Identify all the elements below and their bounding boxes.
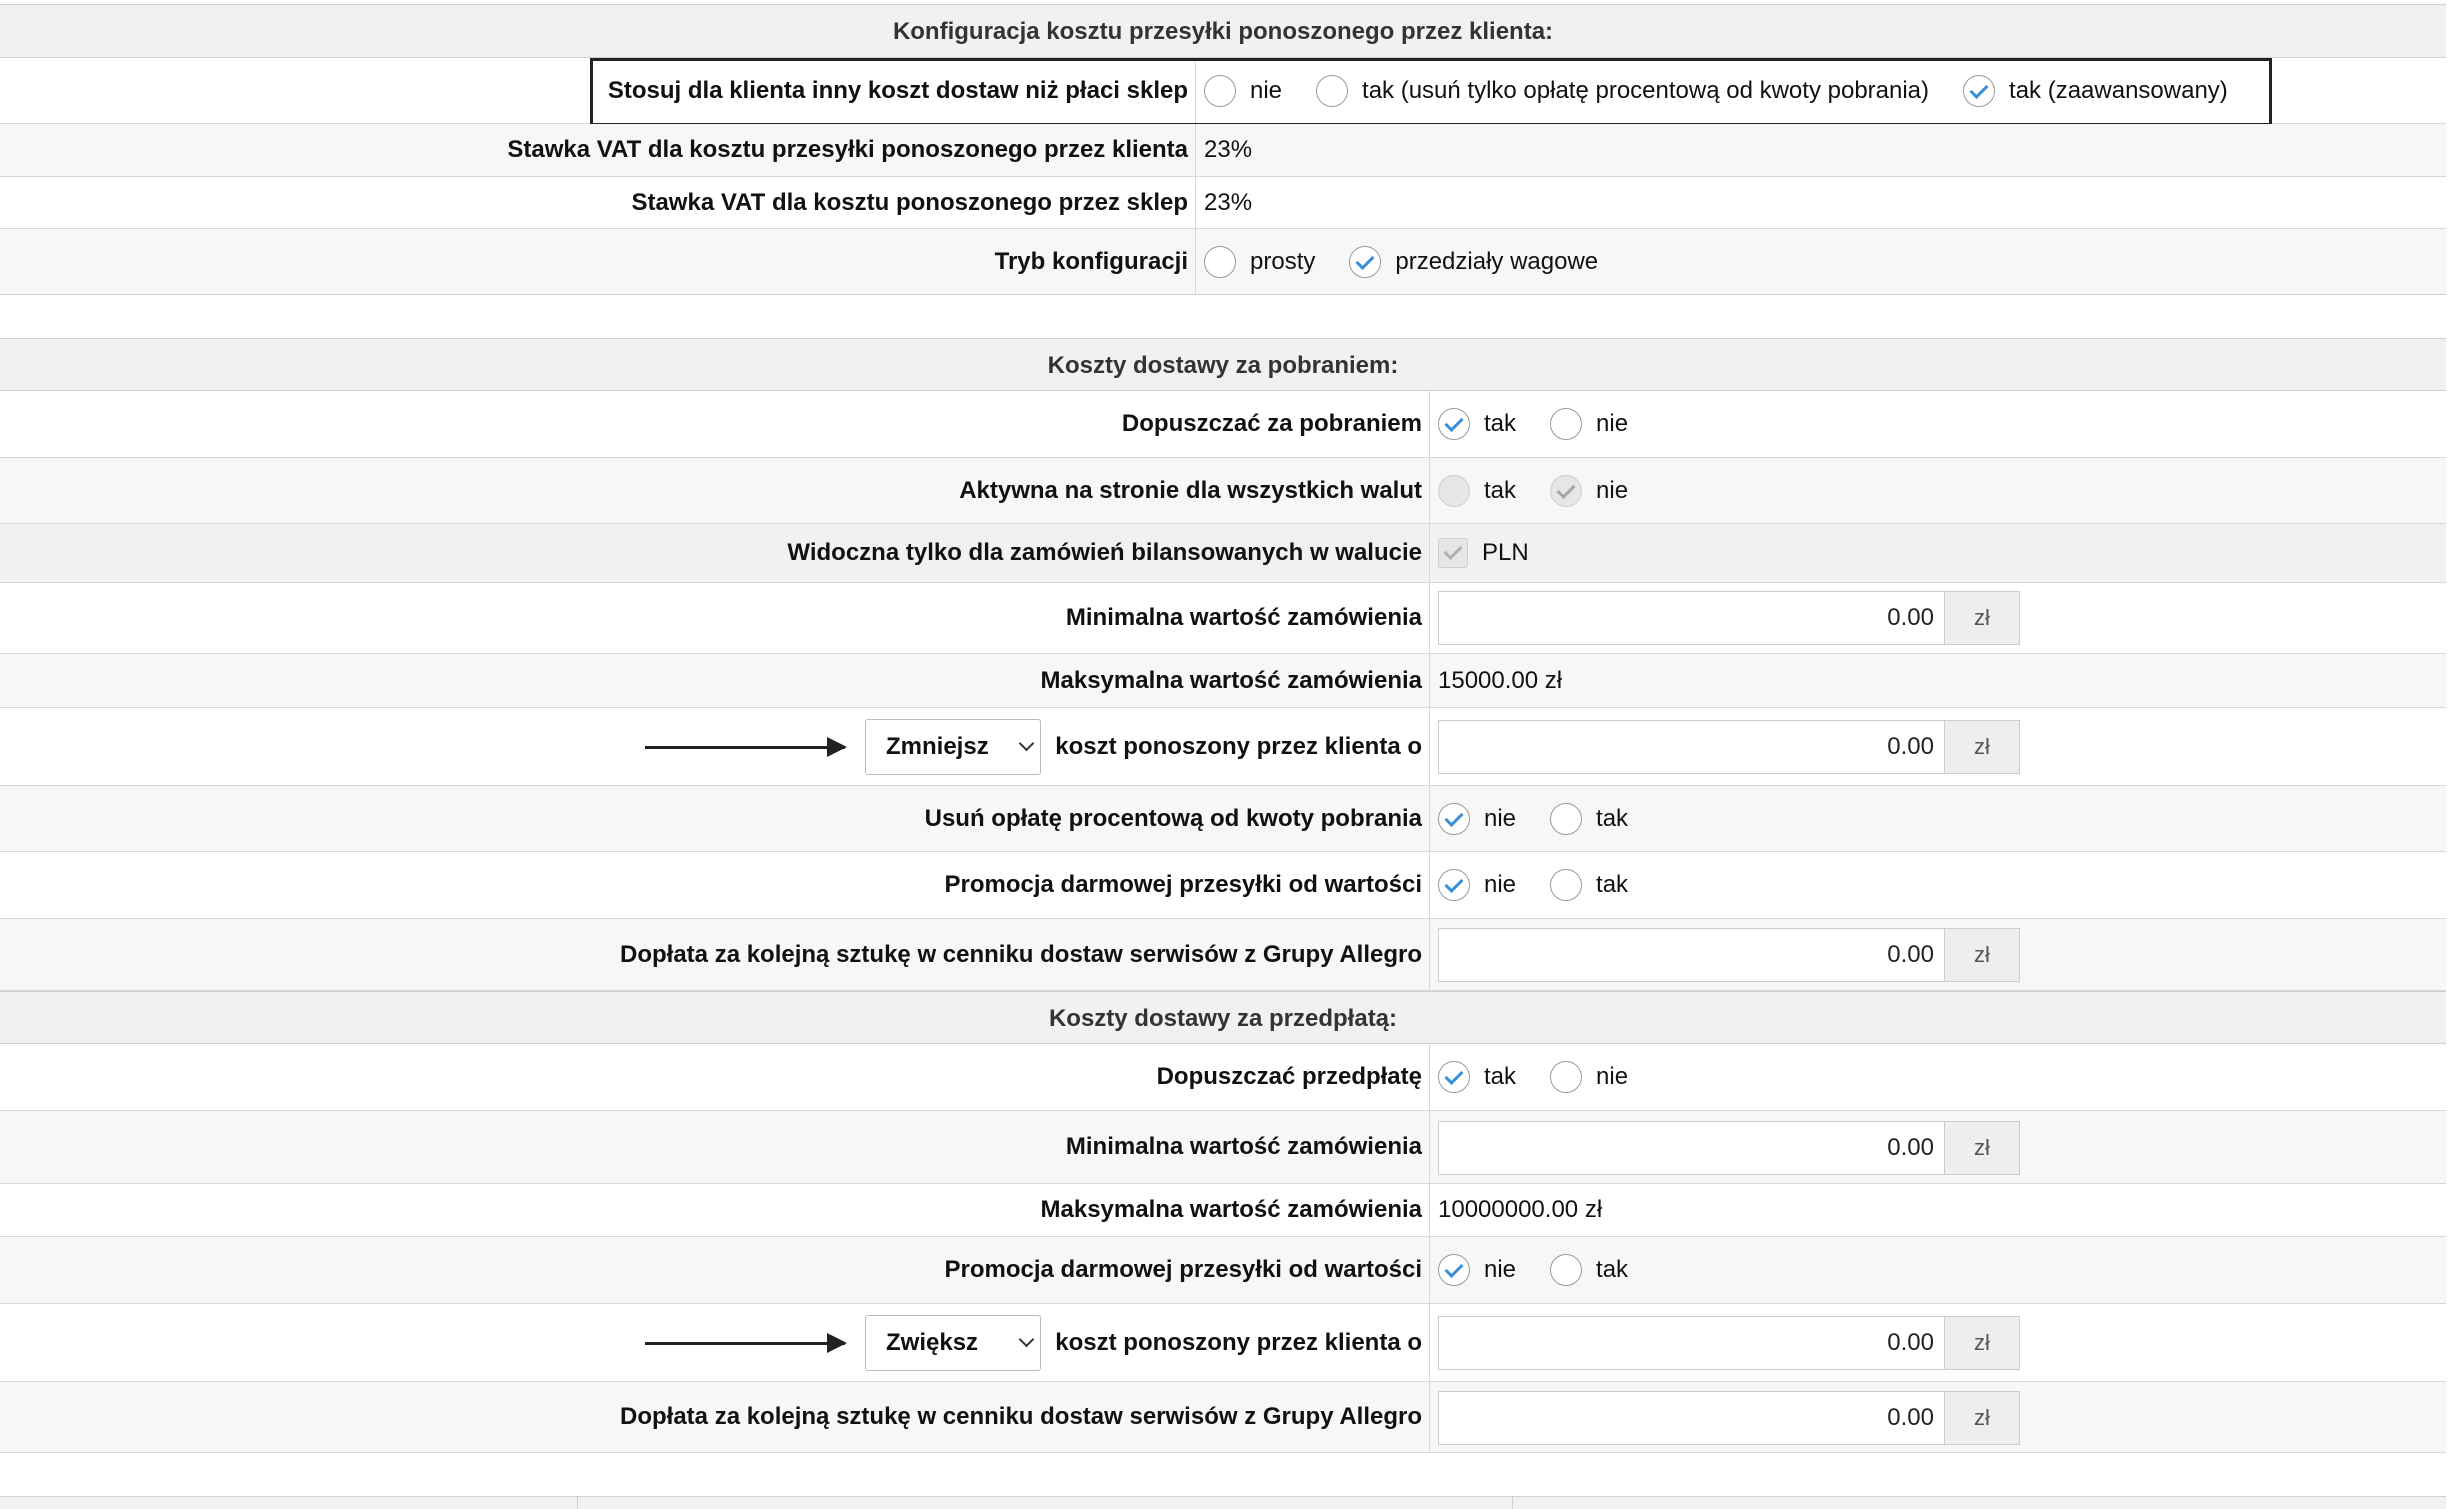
checkmark-icon[interactable]: [1438, 1061, 1470, 1093]
currency-addon: zł: [1944, 1316, 2020, 1370]
checkmark-icon[interactable]: [1438, 408, 1470, 440]
option-label: nie: [1596, 410, 1629, 437]
radio-button[interactable]: [1204, 75, 1236, 107]
row-max-order-prepay: [0, 1184, 2446, 1237]
currency-addon: zł: [1944, 591, 2020, 645]
row-vat-shop: [0, 177, 2446, 229]
extra-item-fee-input[interactable]: [1438, 928, 1944, 982]
radio-button[interactable]: [1550, 408, 1582, 440]
option-tak[interactable]: [1438, 408, 1516, 440]
option-tak[interactable]: [1550, 869, 1628, 901]
option-label: tak (usuń tylko opłatę procentową od kwoty pobrania): [1362, 76, 1930, 104]
value-max-order: 15000.00 zł: [1438, 666, 1563, 694]
radio-group-config-mode: [1204, 229, 1632, 294]
option-label: tak: [1484, 410, 1517, 437]
option-label: nie: [1596, 476, 1629, 504]
arrow-right-icon: [645, 746, 845, 749]
radio-group-active-all-currencies: [1438, 458, 1662, 523]
option-tak[interactable]: [1550, 1254, 1628, 1286]
radio-group-allow-prepay: [1438, 1044, 1662, 1110]
option-nie[interactable]: [1550, 408, 1628, 440]
section-title: Konfiguracja kosztu przesyłki ponoszonego przez klienta:: [892, 18, 1554, 45]
option-tak[interactable]: [1550, 803, 1628, 835]
label-vat-shop: Stawka VAT dla kosztu ponoszonego przez sklep: [631, 188, 1188, 216]
option-tak[interactable]: [1438, 475, 1516, 507]
adjust-cost-input-group: [1438, 720, 2020, 774]
select-value: Zmniejsz: [886, 733, 989, 760]
row-allow-cod: [0, 391, 2446, 458]
option-prosty[interactable]: [1204, 246, 1315, 278]
row-adjust-cost-prepay: [0, 1304, 2446, 1382]
label-visible-only-currency: Widoczna tylko dla zamówień bilansowanych w walucie: [787, 539, 1422, 566]
label-min-order: Minimalna wartość zamówienia: [1065, 604, 1422, 631]
option-label: tak (zaawansowany): [2009, 76, 2228, 104]
option-label: nie: [1484, 804, 1517, 832]
option-label: nie: [1484, 871, 1517, 898]
min-order-input-group: [1438, 1121, 2020, 1175]
radio-button[interactable]: [1438, 475, 1470, 507]
label-extra-item-fee: Dopłata za kolejną sztukę w cenniku dostaw serwisów z Grupy Allegro: [620, 1403, 1422, 1430]
chevron-down-icon: [1019, 1332, 1035, 1348]
chevron-down-icon: [1019, 736, 1035, 752]
next-table-header-partial: [0, 1496, 2446, 1509]
checkmark-icon[interactable]: [1550, 475, 1582, 507]
min-order-input-group: [1438, 591, 2020, 645]
checkmark-icon[interactable]: [1963, 75, 1995, 107]
label-apply-other-cost: Stosuj dla klienta inny koszt dostaw niż płaci sklep: [607, 76, 1188, 104]
row-config-mode: [0, 229, 2446, 295]
adjust-cost-input[interactable]: [1438, 720, 1944, 774]
row-max-order-cod: [0, 654, 2446, 708]
label-allow-cod: Dopuszczać za pobraniem: [1121, 410, 1422, 437]
row-adjust-cost-cod: [0, 708, 2446, 786]
label-remove-percent-fee: Usuń opłatę procentową od kwoty pobrania: [924, 804, 1422, 832]
radio-group-remove-percent-fee: [1438, 786, 1662, 851]
checkbox-group-currency: [1438, 524, 1563, 582]
row-free-shipping-prepay: [0, 1237, 2446, 1304]
label-extra-item-fee: Dopłata za kolejną sztukę w cenniku dostaw serwisów z Grupy Allegro: [620, 940, 1422, 968]
section-title: Koszty dostawy za pobraniem:: [1047, 352, 1399, 379]
adjust-direction-select[interactable]: [865, 1315, 1041, 1371]
extra-item-fee-input-group: [1438, 1391, 2020, 1445]
radio-group-free-shipping: [1438, 852, 1662, 918]
option-label: tak: [1484, 1063, 1517, 1090]
label-min-order: Minimalna wartość zamówienia: [1065, 1133, 1422, 1160]
option-nie[interactable]: [1438, 803, 1516, 835]
row-min-order-prepay: [0, 1111, 2446, 1184]
currency-addon: zł: [1944, 928, 2020, 982]
option-tak-remove-percent[interactable]: [1316, 75, 1929, 107]
option-przedzialy-wagowe[interactable]: [1349, 246, 1598, 278]
checkbox-icon[interactable]: [1438, 538, 1468, 568]
checkmark-icon[interactable]: [1349, 246, 1381, 278]
option-label: tak: [1596, 1256, 1629, 1283]
option-label: nie: [1250, 76, 1283, 104]
radio-button[interactable]: [1550, 803, 1582, 835]
section-title: Koszty dostawy za przedpłatą:: [1048, 1005, 1398, 1032]
label-max-order: Maksymalna wartość zamówienia: [1040, 666, 1422, 694]
extra-item-fee-input[interactable]: [1438, 1391, 1944, 1445]
radio-button[interactable]: [1204, 246, 1236, 278]
option-label: tak: [1596, 871, 1629, 898]
label-adjust-cost: koszt ponoszony przez klienta o: [1055, 1328, 1422, 1356]
value-max-order: 10000000.00 zł: [1438, 1196, 1603, 1223]
checkmark-icon[interactable]: [1438, 803, 1470, 835]
row-apply-other-cost: [0, 58, 2446, 124]
arrow-right-icon: [645, 1342, 845, 1345]
currency-addon: zł: [1944, 1121, 2020, 1175]
option-tak[interactable]: [1438, 1061, 1516, 1093]
option-nie[interactable]: [1438, 869, 1516, 901]
radio-group-allow-cod: [1438, 391, 1662, 457]
checkmark-icon[interactable]: [1438, 869, 1470, 901]
extra-item-fee-input-group: [1438, 928, 2020, 982]
radio-group-apply-other-cost: [1204, 58, 2262, 123]
adjust-cost-input[interactable]: [1438, 1316, 1944, 1370]
row-free-shipping-cod: [0, 852, 2446, 919]
option-label: przedziały wagowe: [1395, 247, 1599, 275]
label-free-shipping: Promocja darmowej przesyłki od wartości: [944, 871, 1422, 898]
row-min-order-cod: [0, 583, 2446, 654]
option-label: tak: [1484, 476, 1517, 504]
option-nie[interactable]: [1204, 75, 1282, 107]
adjust-cost-input-group: [1438, 1316, 2020, 1370]
row-visible-only-currency: [0, 524, 2446, 583]
label-free-shipping: Promocja darmowej przesyłki od wartości: [944, 1256, 1422, 1283]
section-header-prepay: [0, 991, 2446, 1044]
option-tak-advanced[interactable]: [1963, 75, 2228, 107]
radio-button[interactable]: [1550, 1254, 1582, 1286]
radio-button[interactable]: [1550, 1061, 1582, 1093]
option-nie[interactable]: [1550, 1061, 1628, 1093]
option-label: tak: [1596, 804, 1629, 832]
section-header-client-cost-config: [0, 4, 2446, 58]
label-allow-prepay: Dopuszczać przedpłatę: [1156, 1063, 1422, 1090]
checkmark-icon[interactable]: [1438, 1254, 1470, 1286]
option-nie[interactable]: [1550, 475, 1628, 507]
currency-addon: zł: [1944, 1391, 2020, 1445]
radio-button[interactable]: [1316, 75, 1348, 107]
radio-group-free-shipping: [1438, 1237, 1662, 1303]
row-extra-item-fee-prepay: [0, 1382, 2446, 1453]
option-pln[interactable]: [1438, 538, 1529, 568]
value-vat-shop: 23%: [1204, 188, 1253, 216]
option-label: nie: [1484, 1256, 1517, 1283]
option-label: prosty: [1250, 247, 1316, 275]
row-active-all-currencies: [0, 458, 2446, 524]
option-label: PLN: [1482, 539, 1529, 566]
label-active-all-currencies: Aktywna na stronie dla wszystkich walut: [959, 476, 1422, 504]
adjust-direction-select[interactable]: [865, 719, 1041, 775]
label-max-order: Maksymalna wartość zamówienia: [1040, 1196, 1422, 1223]
radio-button[interactable]: [1550, 869, 1582, 901]
label-adjust-cost: koszt ponoszony przez klienta o: [1055, 732, 1422, 760]
currency-addon: zł: [1944, 720, 2020, 774]
row-extra-item-fee-cod: [0, 919, 2446, 991]
option-label: nie: [1596, 1063, 1629, 1090]
label-config-mode: Tryb konfiguracji: [994, 247, 1188, 275]
section-header-cod: [0, 338, 2446, 391]
value-vat-client: 23%: [1204, 136, 1253, 163]
option-nie[interactable]: [1438, 1254, 1516, 1286]
min-order-input[interactable]: [1438, 1121, 1944, 1175]
row-remove-percent-fee: [0, 786, 2446, 852]
min-order-input[interactable]: [1438, 591, 1944, 645]
label-vat-client: Stawka VAT dla kosztu przesyłki ponoszonego przez klienta: [507, 136, 1188, 163]
row-allow-prepay: [0, 1044, 2446, 1111]
row-vat-client: [0, 124, 2446, 177]
select-value: Zwiększ: [886, 1329, 979, 1356]
